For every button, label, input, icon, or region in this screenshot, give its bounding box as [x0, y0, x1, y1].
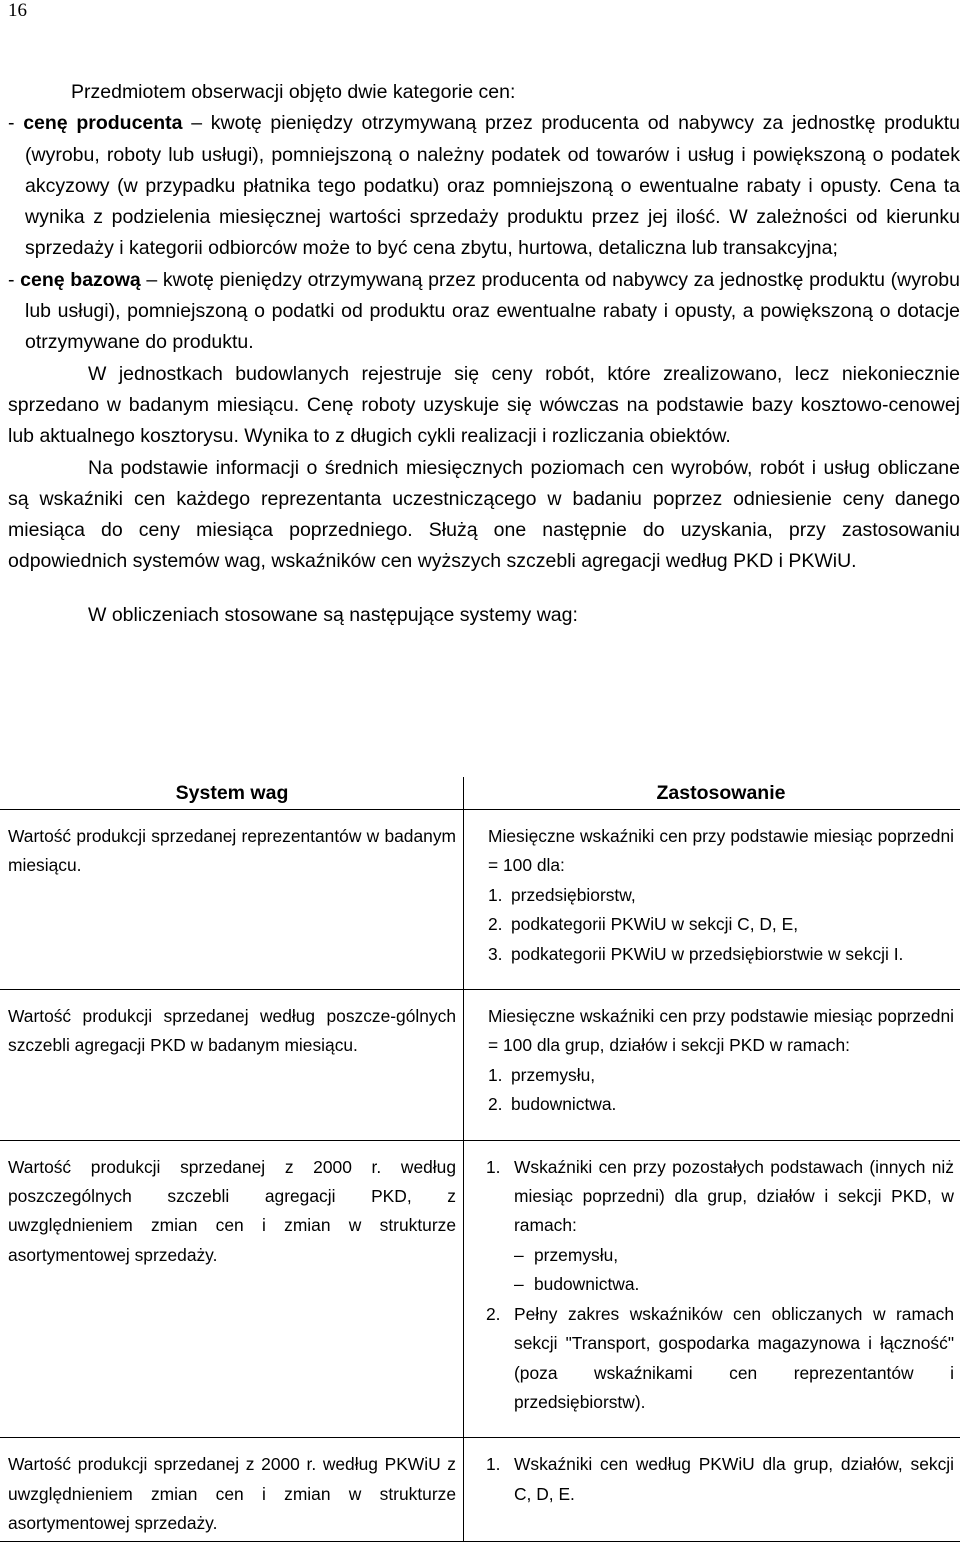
price-category-producer [8, 108, 960, 264]
application-cell [464, 810, 960, 990]
header-system: System wag [0, 777, 464, 810]
header-application: Zastosowanie [464, 777, 960, 810]
table-row [0, 1438, 960, 1541]
indices-paragraph: Na podstawie informacji o średnich miesięcznych poziomach cen wyrobów, robót i usług obliczane są wskaźniki cen każdego reprezentanta uczestniczącego w badaniu poprzez odniesienie ceny danego miesiąca do ceny miesiąca poprzedniego. Służą one następnie do uzyskania, przy zastosowaniu odpowiednich systemów wag, wskaźników cen wyższych szczebli agregacji według PKD i PKWiU. [8, 453, 960, 578]
term-base-price: cenę bazową [20, 269, 141, 291]
definition-base-price: – kwotę pieniędzy otrzymywaną przez producenta od nabywcy za jednostkę produktu (wyrobu lub usługi), pomniejszoną o podatki od produktu oraz ewentualne rabaty i opusty, a powiększoną o dotacje otrzymywane do produktu. [25, 269, 960, 354]
construction-paragraph: W jednostkach budowlanych rejestruje się ceny robót, które zrealizowano, lecz niekoniecznie sprzedano w badanym miesiącu. Cenę roboty uzyskuje się wówczas na podstawie bazy kosztowo-cenowej lub aktualnego kosztorysu. Wynika to z długich cykli realizacji i rozliczania obiektów. [8, 359, 960, 453]
term-producer-price: cenę producenta [23, 112, 182, 134]
table-row [0, 810, 960, 990]
application-cell [464, 990, 960, 1141]
system-cell: Wartość produkcji sprzedanej z 2000 r. według PKWiU z uwzględnieniem zmian cen i zmian w strukturze asortymentowej sprzedaży. [0, 1438, 464, 1541]
price-category-base [8, 265, 960, 359]
table-header-row [0, 777, 960, 810]
application-lead: Miesięczne wskaźniki cen przy podstawie miesiąc poprzedni = 100 dla: [488, 822, 954, 881]
list-item: 2. Pełny zakres wskaźników cen obliczanych w ramach sekcji "Transport, gospodarka magazynowa i łączność" (poza wskaźnikami cen reprezentantów i przedsiębiorstw). [486, 1300, 954, 1418]
page-number: 16 [8, 0, 27, 22]
application-cell [464, 1140, 960, 1438]
list-item: 1. przedsiębiorstw, [488, 881, 954, 910]
weight-systems-table [0, 777, 960, 1542]
list-item: 1. przemysłu, [488, 1061, 954, 1090]
sub-list-item: – budownictwa. [486, 1270, 954, 1299]
application-lead: Miesięczne wskaźniki cen przy podstawie miesiąc poprzedni = 100 dla grup, działów i sekcji PKD w ramach: [488, 1002, 954, 1061]
list-item: 2. budownictwa. [488, 1090, 954, 1119]
list-dash: - [8, 269, 20, 291]
document-body [8, 77, 960, 631]
sub-list-item: – przemysłu, [486, 1241, 954, 1270]
list-item: 2. podkategorii PKWiU w sekcji C, D, E, [488, 910, 954, 939]
table-row [0, 990, 960, 1141]
system-cell: Wartość produkcji sprzedanej reprezentantów w badanym miesiącu. [0, 810, 464, 990]
table-row [0, 1140, 960, 1438]
system-cell: Wartość produkcji sprzedanej z 2000 r. według poszczególnych szczebli agregacji PKD, z uwzględnieniem zmian cen i zmian w strukturze asortymentowej sprzedaży. [0, 1140, 464, 1438]
application-cell [464, 1438, 960, 1541]
system-cell: Wartość produkcji sprzedanej według poszcze-gólnych szczebli agregacji PKD w badanym miesiącu. [0, 990, 464, 1141]
weight-systems-intro: W obliczeniach stosowane są następujące systemy wag: [8, 600, 960, 631]
definition-producer-price: – kwotę pieniędzy otrzymywaną przez producenta od nabywcy za jednostkę produktu (wyrobu, roboty lub usługi), pomniejszoną o należny podatek od towarów i usług i powiększoną o podatek akcyzowy (w przypadku płatnika tego podatku) oraz pomniejszoną o ewentualne rabaty i opusty. Cena ta wynika z podzielenia miesięcznej wartości sprzedaży produktu przez jej ilość. W zależności od kierunku sprzedaży i kategorii odbiorców może to być cena zbytu, hurtowa, detaliczna lub transakcyjna; [25, 112, 960, 259]
list-item: 1. Wskaźniki cen według PKWiU dla grup, działów, sekcji C, D, E. [486, 1450, 954, 1509]
list-dash: - [8, 112, 23, 134]
intro-paragraph: Przedmiotem obserwacji objęto dwie kategorie cen: [8, 77, 960, 108]
list-item: 1. Wskaźniki cen przy pozostałych podstawach (innych niż miesiąc poprzedni) dla grup, działów i sekcji PKD, w ramach: [486, 1153, 954, 1241]
list-item: 3. podkategorii PKWiU w przedsiębiorstwie w sekcji I. [488, 940, 954, 969]
